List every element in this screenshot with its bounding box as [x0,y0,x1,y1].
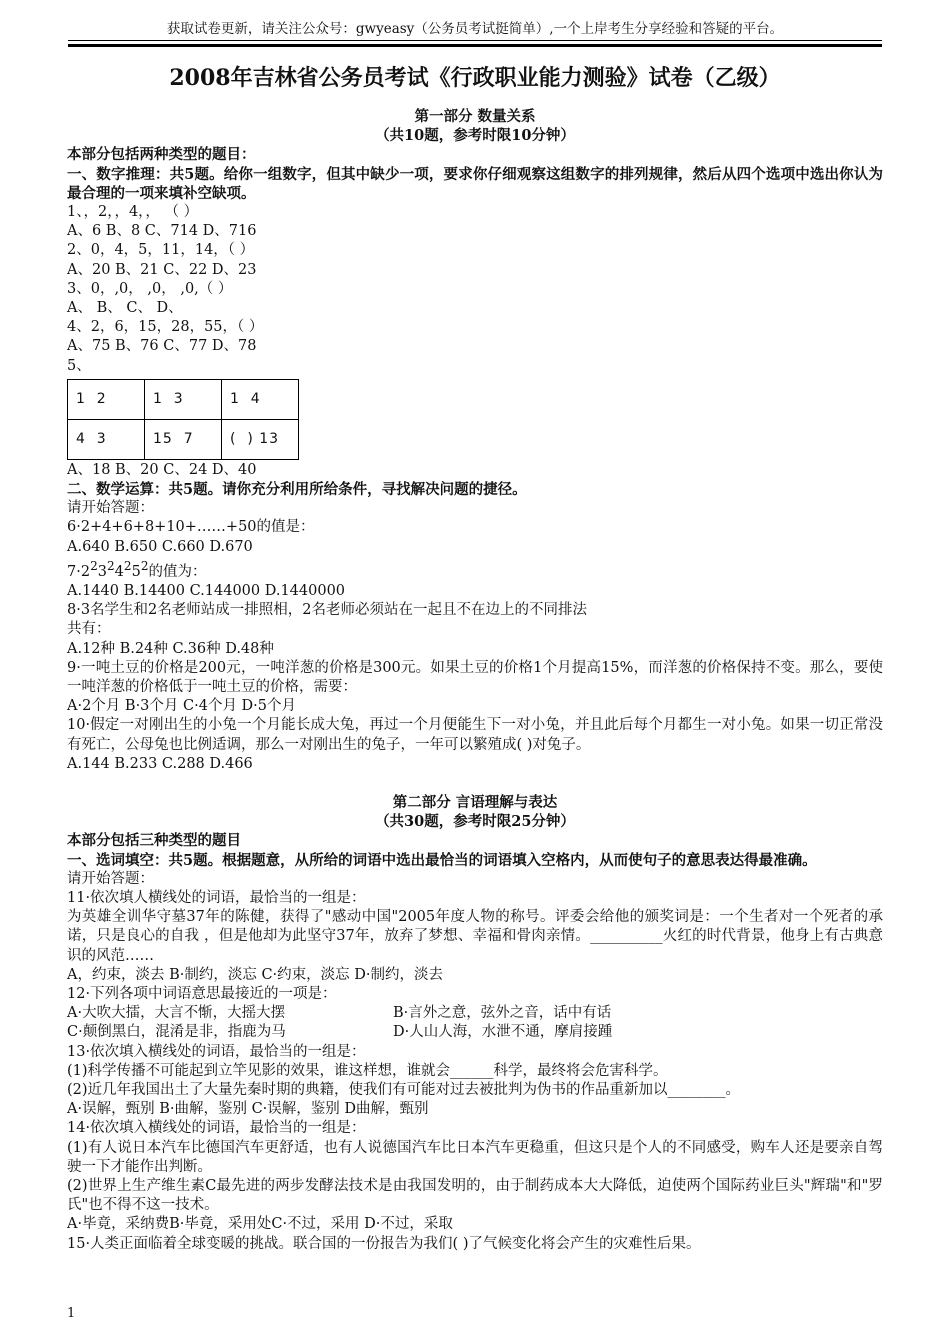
question-line: A、20 B、21 C、22 D、23 [67,261,257,278]
question-line: A、75 B、76 C、77 D、78 [67,338,257,355]
header-rule-thin [68,40,882,41]
question-line: 6·2+4+6+8+10+……+50的值是： [67,519,315,536]
question-line: 2、0，4，5，11，14，（ ） [67,242,255,259]
q7-stem: $7\cdot 2^23^24^25^2$的值为： [67,558,207,580]
start-prompt: 请开始答题： [67,870,154,887]
start-prompt: 请开始答题： [67,500,154,517]
q12-option-b: B·言外之意，弦外之音，话中有话 [393,1005,612,1022]
q12-option-d: D·人山人海，水泄不通，摩肩接踵 [393,1024,613,1041]
grid-cell: 15 7 [145,419,222,459]
grid-cell: 1 3 [145,379,222,419]
q13-sentence-1: (1)科学传播不可能起到立竿见影的效果，谁这样想，谁就会______科学，最终将会危害科学。 [67,1062,668,1079]
q11-stem: 11·依次填人横线处的词语，最恰当的一组是： [67,889,366,906]
part2-intro: 本部分包括三种类型的题目 [67,832,241,850]
page-title: 2008年吉林省公务员考试《行政职业能力测验》试卷（乙级） [169,65,781,91]
section-arithmetic-intro: 二、数学运算：共5题。请你充分利用所给条件，寻找解决问题的捷径。 [67,481,527,499]
q12-option-a: A·大吹大擂，大言不惭，大摇大摆 [67,1005,286,1022]
q13-stem: 13·依次填入横线处的词语，最恰当的一组是： [67,1043,366,1060]
question-line: 8·3名学生和2名老师站成一排照相，2名老师必须站在一起且不在边上的不同排法 [67,602,588,619]
question-line: A.640 B.650 C.660 D.670 [67,538,253,555]
question-line: 1、，2，，4，， （ ） [67,204,199,221]
q14-sentence-2: (2)世界上生产维生素C最先进的两步发酵法技术是由我国发明的，由于制药成本大大降低，迫使两个国际药业巨头"辉瑞"和"罗氏"也不得不这一技术。 [67,1177,883,1214]
q5-options: A、18 B、20 C、24 D、40 [67,461,257,478]
section-fill-blank-intro: 一、选词填空：共5题。根据题意，从所给的词语中选出最恰当的词语填入空格内，从而使句子的意思表达得最准确。 [67,851,817,869]
grid-cell: ( ) 13 [222,419,299,459]
question-line: 3、0，,0， ,0， ,0,（ ） [67,280,233,297]
section-gap [67,774,883,793]
q15-stem: 15·人类正面临着全球变暖的挑战。联合国的一份报告为我们( )了气候变化将会产生的灾难性后果。 [67,1235,701,1252]
grid-cell: 1 4 [222,379,299,419]
part2-subheading: （共30题，参考时限25分钟） [375,813,575,831]
part1-heading: 第一部分 数量关系 [414,108,536,125]
q10-options: A.144 B.233 C.288 D.466 [67,755,253,772]
part1-intro: 本部分包括两种类型的题目： [67,146,256,164]
question-line: A、6 B、8 C、714 D、716 [67,223,257,240]
q13-sentence-2: (2)近几年我国出土了大量先秦时期的典籍，使我们有可能对过去被批判为伪书的作品重新加以________。 [67,1081,741,1098]
q14-stem: 14·依次填入横线处的词语，最恰当的一组是： [67,1120,366,1137]
question-line: A.1440 B.14400 C.144000 D.1440000 [67,582,346,599]
header-notice: 获取试卷更新，请关注公众号：gwyeasy（公务员考试挺简单）,一个上岸考生分享经验和答疑的平台。 [166,21,784,37]
exam-body [67,107,883,1254]
part2-heading: 第二部分 言语理解与表达 [392,793,558,811]
question-line: A、 B、 C、 D、 [67,300,183,317]
q12-options-row [67,1023,883,1042]
question-line: 5、 [67,357,91,374]
q14-sentence-1: (1)有人说日本汽车比德国汽车更舒适，也有人说德国汽车比日本汽车更稳重，但这只是个人的不同感受，购车人还是要亲自驾驶一下才能作出判断。 [67,1139,883,1175]
q14-options: A·毕竟，采纳费B·毕竟，采用处C·不过，采用 D·不过，采取 [67,1216,453,1233]
q10-stem: 10·假定一对刚出生的小兔一个月能长成大兔，再过一个月便能生下一对小兔，并且此后每个月都生一对小兔。如果一切正常没有死亡，公母兔也比例适调，那么一对刚出生的兔子，一年可以繁殖成( )对兔子。 [67,717,883,753]
page-number: 1 [67,1306,76,1321]
header-rule-thick [68,44,882,47]
q9-stem: 9·一吨土豆的价格是200元，一吨洋葱的价格是300元。如果土豆的价格1个月提高15%，而洋葱的价格保持不变。那么，要使一吨洋葱的价格低于一吨土豆的价格，需要： [67,659,883,695]
question-line: 4、2，6，15，28，55，（ ） [67,319,264,336]
q12-stem: 12·下列各项中词语意思最接近的一项是： [67,985,337,1002]
q5-number-grid [67,379,299,460]
q12-option-c: C·颠倒黑白，混淆是非，指鹿为马 [67,1024,286,1041]
grid-cell: 1 2 [68,379,145,419]
q9-options: A·2个月 B·3个月 C·4个月 D·5个月 [67,698,297,715]
section-number-series-intro: 一、数字推理：共5题。给你一组数字，但其中缺少一项，要求你仔细观察这组数字的排列规律，然后从四个选项中选出你认为最合理的一项来填补空缺项。 [67,165,883,202]
part1-subheading: （共10题，参考时限10分钟） [375,127,575,145]
question-line: A.12种 B.24种 C.36种 D.48种 [67,640,274,657]
grid-cell: 4 3 [68,419,145,459]
q11-options: A，约束，淡去 B·制约，淡忘 C·约束，淡忘 D·制约，淡去 [67,966,443,983]
q13-options: A·误解，甄别 B·曲解，鉴别 C·误解，鉴别 D曲解，甄别 [67,1101,429,1118]
question-line: 共有： [67,621,111,638]
q11-text: 为英雄全训华守墓37年的陈健，获得了"感动中国"2005年度人物的称号。评委会给他的颁奖词是：一个生者对一个死者的承诺，只是良心的自我 ，但是他却为此坚守37年，放弃了梦想、幸福和骨肉亲情。__________火红的时代背景，他身上有古典意识的风范…… [67,909,883,964]
q12-options-row [67,1004,883,1023]
